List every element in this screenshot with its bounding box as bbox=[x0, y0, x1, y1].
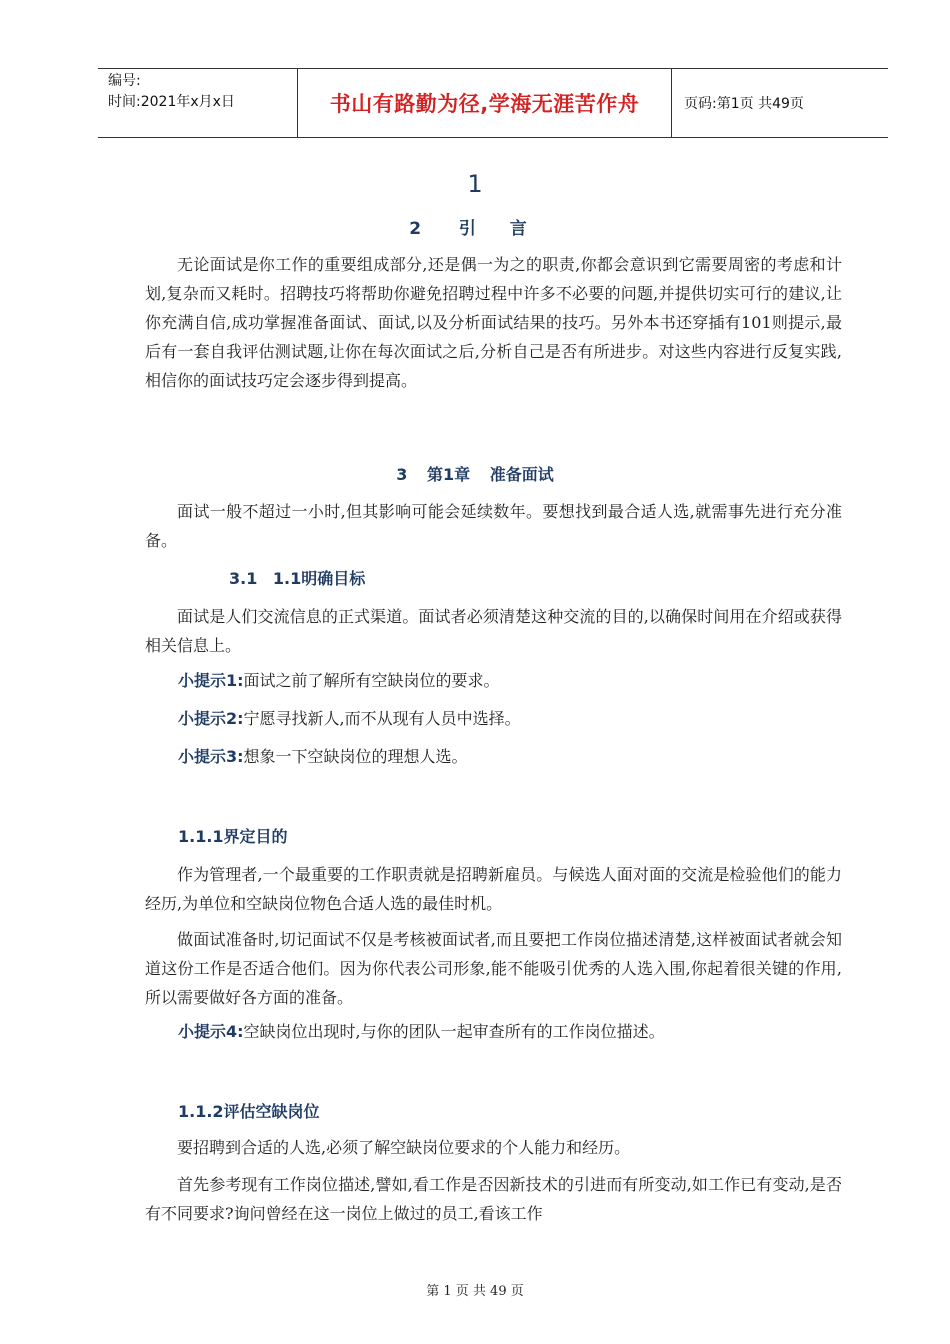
subsection-2-paragraph-2: 首先参考现有工作岗位描述,譬如,看工作是否因新技术的引进而有所变动,如工作已有变动,是否有不同要求?询问曾经在这一岗位上做过的员工,看该工作 bbox=[145, 1175, 842, 1223]
subsection-1-paragraph-1: 作为管理者,一个最重要的工作职责就是招聘新雇员。与候选人面对面的交流是检验他们的能力经历,为单位和空缺岗位物色合适人选的最佳时机。 bbox=[145, 865, 842, 913]
section-paragraph: 面试是人们交流信息的正式渠道。面试者必须清楚这种交流的目的,以确保时间用在介绍或获得相关信息上。 bbox=[145, 607, 842, 655]
subsection-heading-2: 1.1.2评估空缺岗位 bbox=[178, 1102, 320, 1121]
number-label: 编号: bbox=[108, 73, 141, 89]
tip-text: 宁愿寻找新人,而不从现有人员中选择。 bbox=[243, 709, 521, 728]
header-page-info: 页码:第1页 共49页 bbox=[684, 96, 804, 112]
chapter-paragraph: 面试一般不超过一小时,但其影响可能会延续数年。要想找到最合适人选,就需事先进行充分准备。 bbox=[145, 502, 842, 550]
tip-4 bbox=[178, 1019, 665, 1045]
header-motto: 书山有路勤为径,学海无涯苦作舟 bbox=[298, 69, 672, 137]
tip-label: 小提示3: bbox=[178, 747, 244, 766]
time-label: 时间:2021年x月x日 bbox=[108, 94, 235, 110]
intro-heading bbox=[0, 214, 950, 239]
tip-text: 空缺岗位出现时,与你的团队一起审查所有的工作岗位描述。 bbox=[243, 1022, 665, 1041]
subsection-heading-1: 1.1.1界定目的 bbox=[178, 827, 288, 846]
intro-heading-number: 2 bbox=[409, 219, 422, 239]
tip-label: 小提示2: bbox=[178, 709, 244, 728]
subsection-1-paragraph-2: 做面试准备时,切记面试不仅是考核被面试者,而且要把工作岗位描述清楚,这样被面试者就会知道这份工作是否适合他们。因为你代表公司形象,能不能吸引优秀的人选入围,你起着很关键的作用,所以需要做好各方面的准备。 bbox=[145, 930, 842, 1007]
tip-label: 小提示1: bbox=[178, 671, 244, 690]
tip-text: 面试之前了解所有空缺岗位的要求。 bbox=[243, 671, 500, 690]
intro-heading-text: 引 言 bbox=[458, 219, 541, 239]
page-footer: 第 1 页 共 49 页 bbox=[426, 1284, 524, 1299]
outline-number: 1 bbox=[467, 170, 483, 198]
tip-text: 想象一下空缺岗位的理想人选。 bbox=[243, 747, 468, 766]
subsection-2-paragraph-1: 要招聘到合适的人选,必须了解空缺岗位要求的个人能力和经历。 bbox=[177, 1138, 631, 1157]
tip-3 bbox=[178, 744, 468, 770]
header-meta-cell bbox=[98, 69, 298, 137]
header-table bbox=[98, 68, 888, 138]
tip-1 bbox=[178, 668, 500, 694]
chapter-heading: 3 第1章 准备面试 bbox=[396, 465, 554, 484]
intro-paragraph: 无论面试是你工作的重要组成部分,还是偶一为之的职责,你都会意识到它需要周密的考虑和计划,复杂而又耗时。招聘技巧将帮助你避免招聘过程中许多不必要的问题,并提供切实可行的建议,让你充满自信,成功掌握准备面试、面试,以及分析面试结果的技巧。另外本书还穿插有101则提示,最后有一套自我评估测试题,让你在每次面试之后,分析自己是否有所进步。对这些内容进行反复实践,相信你的面试技巧定会逐步得到提高。 bbox=[145, 255, 842, 390]
tip-2 bbox=[178, 706, 521, 732]
section-heading: 3.1 1.1明确目标 bbox=[229, 569, 366, 588]
tip-label: 小提示4: bbox=[178, 1022, 244, 1041]
